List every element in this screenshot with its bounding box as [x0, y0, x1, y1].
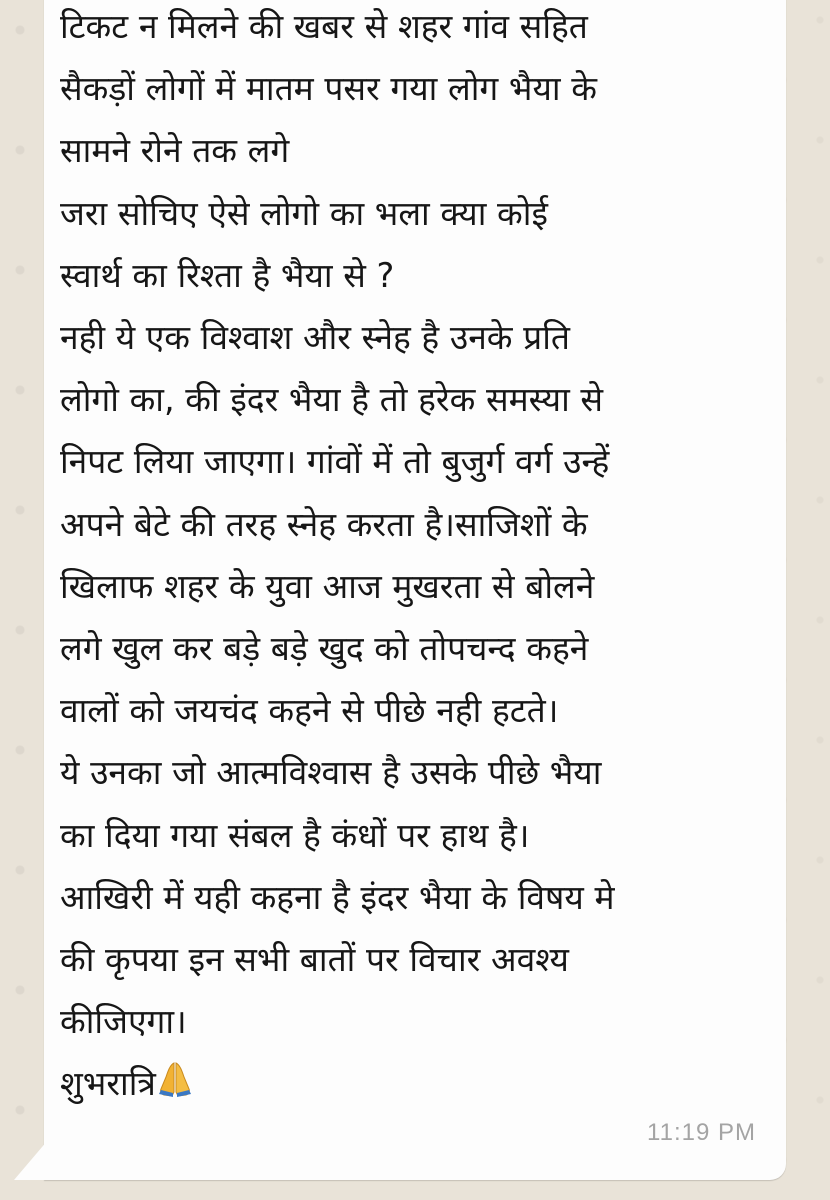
folded-hands-icon: [158, 1055, 192, 1117]
message-bubble[interactable]: [44, 0, 786, 1180]
message-signoff: शुभरात्रि: [60, 1064, 156, 1104]
message-text: [60, 0, 772, 1118]
message-timestamp: 11:19 PM: [647, 1119, 756, 1146]
message-body: टिकट न मिलने की खबर से शहर गांव सहित सैकड़ों लोगों में मातम पसर गया लोग भैया के सामने रोने तक लगे जरा सोचिए ऐसे लोगो का भला क्या कोई स्वार्थ का रिश्ता है भैया से ? नही ये एक विश्वाश और स्नेह है उनके प्रति लोगो का, की इंदर भैया है तो हरेक समस्या से निपट लिया जाएगा। गांवों में तो बुजुर्ग वर्ग उन्हें अपने बेटे की तरह स्नेह करता है।साजिशों के खिलाफ शहर के युवा आज मुखरता से बोलने लगे खुल कर बड़े बड़े खुद को तोपचन्द कहने वालों को जयचंद कहने से पीछे नही हटते। ये उनका जो आत्मविश्वास है उसके पीछे भैया का दिया गया संबल है कंधों पर हाथ है। आखिरी में यही कहना है इंदर भैया के विषय मे की कृपया इन सभी बातों पर विचार अवश्य कीजिएगा।: [60, 7, 615, 1042]
